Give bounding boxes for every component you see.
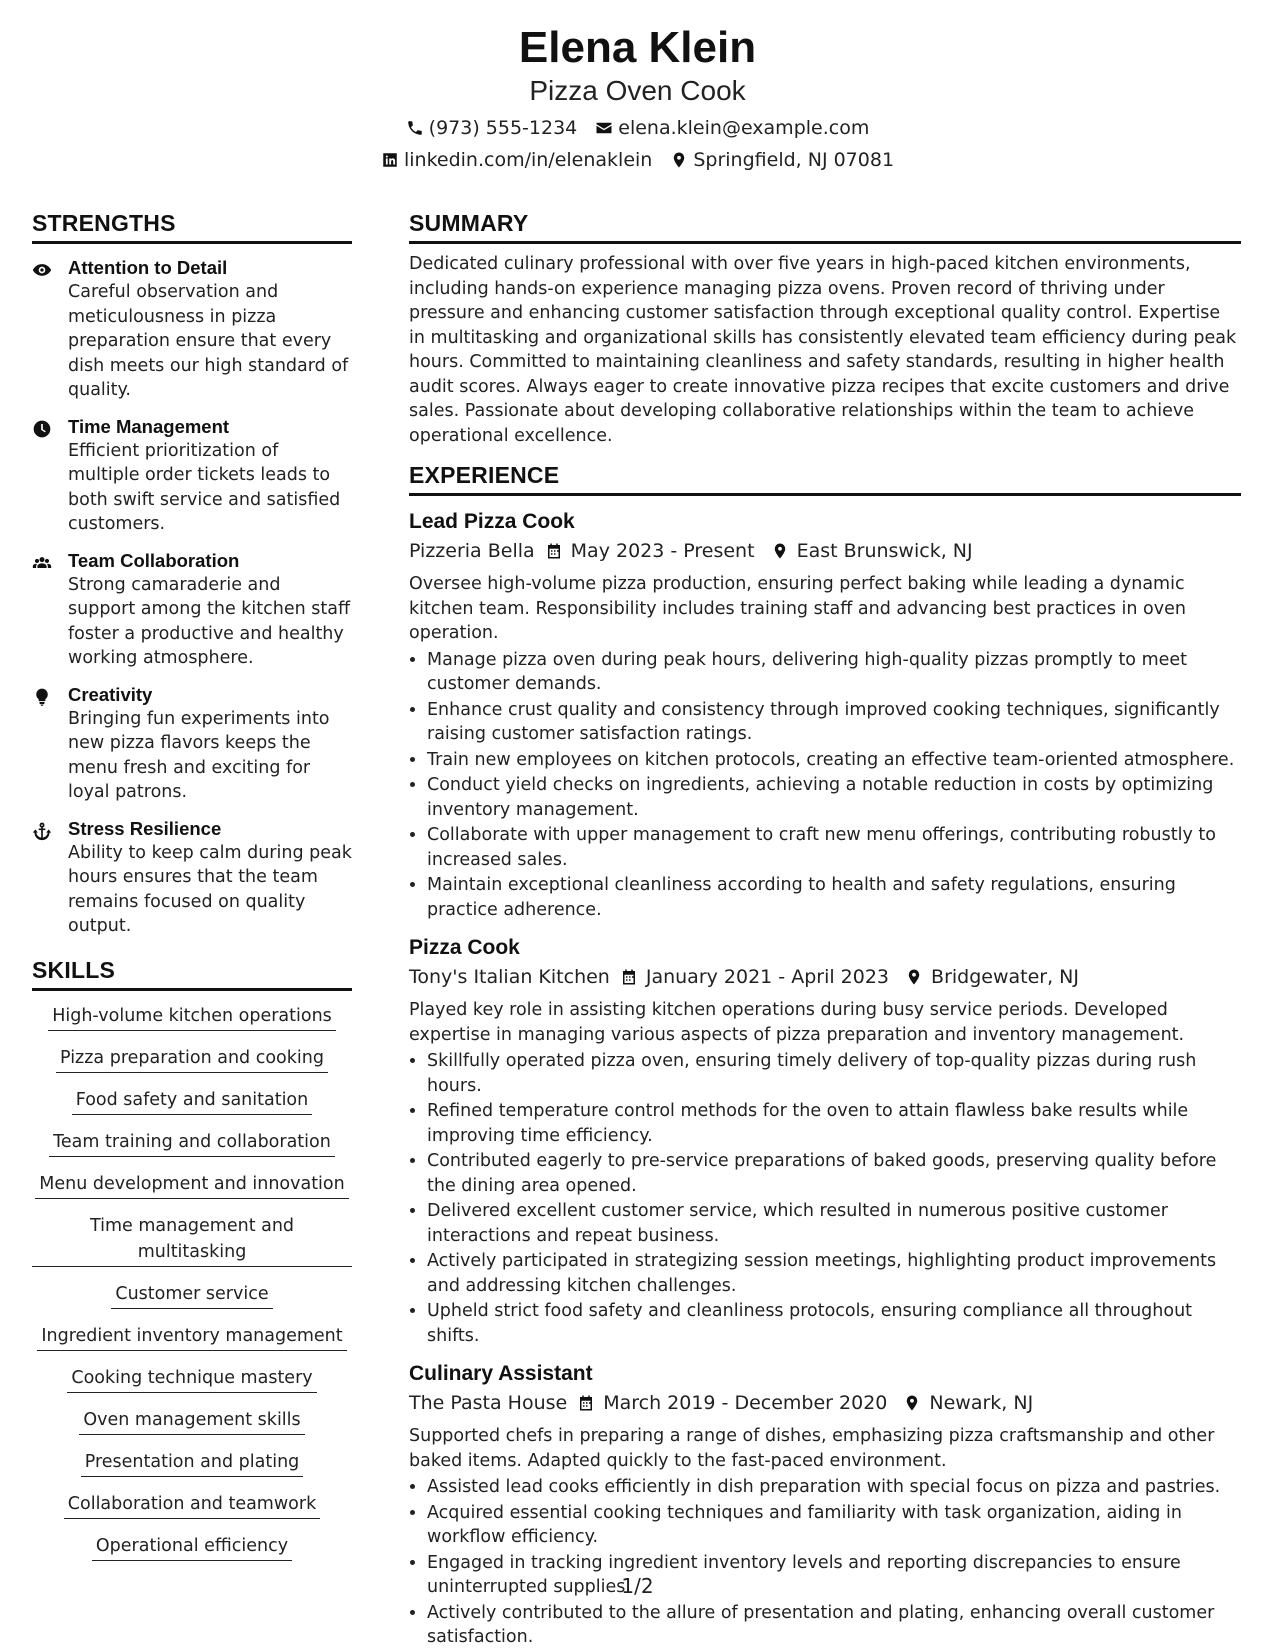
eye-icon — [32, 260, 52, 280]
email-contact[interactable] — [595, 116, 869, 140]
linkedin-icon — [381, 151, 399, 169]
skill-item: Oven management skills — [32, 1407, 352, 1435]
job-meta — [409, 964, 1241, 990]
right-column — [409, 210, 1241, 1651]
job-dates: March 2019 - December 2020 — [603, 1392, 888, 1414]
job-meta — [409, 538, 1241, 564]
map-pin-icon — [670, 151, 688, 169]
strength-name: Stress Resilience — [68, 817, 222, 839]
contact-row-1 — [0, 116, 1275, 140]
users-icon — [32, 553, 52, 573]
strength-item — [32, 415, 352, 537]
strength-item — [32, 683, 352, 805]
phone-contact — [406, 116, 578, 140]
job-company: The Pasta House — [409, 1392, 568, 1414]
experience-section — [409, 462, 1241, 1650]
strengths-heading: STRENGTHS — [32, 210, 352, 244]
job-dates: May 2023 - Present — [570, 540, 755, 562]
clock-icon — [32, 419, 52, 439]
summary-heading: SUMMARY — [409, 210, 1241, 244]
map-pin-icon — [905, 968, 923, 986]
job-location: Bridgewater, NJ — [931, 966, 1079, 988]
job-company: Pizzeria Bella — [409, 540, 535, 562]
job-location: East Brunswick, NJ — [796, 540, 973, 562]
strength-name: Creativity — [68, 683, 153, 705]
bullet-item: • Actively contributed to the allure of presentation and plating, enhancing overall customer satisfaction. — [427, 1601, 1241, 1650]
summary-text: Dedicated culinary professional with over five years in high-paced kitchen environments, including hands-on experience managing pizza ovens. Proven record of thriving under pressure and enhancing customer satisfaction through exceptional quality control. Expertise in multitasking and organizational skills has consistently elevated team efficiency during peak hours. Committed to maintaining cleanliness and safety standards, resulting in higher health audit scores. Always eager to create innovative pizza recipes that excite customers and drive sales. Passionate about developing collaborative relationships within the team to achieve operational excellence. — [409, 254, 1237, 446]
skill-item: Cooking technique mastery — [32, 1365, 352, 1393]
strength-desc: Efficient prioritization of multiple order tickets leads to both swift service and satisfied customers. — [68, 440, 341, 534]
job-title: Culinary Assistant — [409, 1362, 593, 1385]
job-description: Played key role in assisting kitchen operations during busy service periods. Developed expertise in managing various aspects of pizza preparation and inventory management. — [409, 1000, 1185, 1045]
bullet-item: • Engaged in tracking ingredient inventory levels and reporting discrepancies to ensure uninterrupted supplies. — [427, 1551, 1241, 1600]
job-bullets — [409, 648, 1241, 923]
bullet-item: • Actively participated in strategizing session meetings, highlighting product improvements and addressing kitchen challenges. — [427, 1249, 1241, 1298]
phone-text: (973) 555-1234 — [428, 117, 578, 139]
email-text[interactable]: elena.klein@example.com — [618, 117, 870, 139]
job-title: Lead Pizza Cook — [409, 510, 575, 533]
location-text: Springfield, NJ 07081 — [693, 149, 895, 171]
phone-icon — [406, 119, 424, 137]
calendar-icon — [577, 1394, 595, 1412]
skill-item: Menu development and innovation — [32, 1171, 352, 1199]
job-meta — [409, 1390, 1241, 1416]
linkedin-text[interactable]: linkedin.com/in/elenaklein — [403, 149, 653, 171]
linkedin-contact[interactable] — [381, 148, 652, 172]
resume-header — [0, 22, 1275, 172]
strength-desc: Ability to keep calm during peak hours ensures that the team remains focused on quality output. — [68, 842, 352, 936]
job-title: Pizza Cook — [409, 936, 520, 959]
bullet-item: • Contributed eagerly to pre-service preparations of baked goods, preserving quality before the dining area opened. — [427, 1149, 1241, 1198]
candidate-name: Elena Klein — [518, 23, 757, 72]
strength-item — [32, 817, 352, 939]
job-location: Newark, NJ — [929, 1392, 1034, 1414]
bullet-item: • Acquired essential cooking techniques and familiarity with task organization, aiding in workflow efficiency. — [427, 1501, 1241, 1550]
calendar-icon — [620, 968, 638, 986]
skill-item: Operational efficiency — [32, 1533, 352, 1561]
bullet-item: • Assisted lead cooks efficiently in dish preparation with special focus on pizza and pastries. — [427, 1475, 1241, 1500]
skill-item: Food safety and sanitation — [32, 1087, 352, 1115]
calendar-icon — [545, 542, 563, 560]
strength-name: Time Management — [68, 415, 230, 437]
map-pin-icon — [771, 542, 789, 560]
bullet-item: • Conduct yield checks on ingredients, achieving a notable reduction in costs by optimizing inventory management. — [427, 773, 1241, 822]
bullet-item: • Skillfully operated pizza oven, ensuring timely delivery of top-quality pizzas during rush hours. — [427, 1049, 1241, 1098]
job-bullets — [409, 1475, 1241, 1650]
strength-desc: Bringing fun experiments into new pizza flavors keeps the menu fresh and exciting for loyal patrons. — [68, 708, 330, 802]
left-column — [32, 210, 352, 1575]
job-company: Tony's Italian Kitchen — [409, 966, 610, 988]
skill-item: Collaboration and teamwork — [32, 1491, 352, 1519]
skills-section — [32, 957, 352, 1561]
strength-desc: Careful observation and meticulousness in pizza preparation ensure that every dish meets our high standard of quality. — [68, 282, 349, 400]
bullet-item: • Enhance crust quality and consistency through improved cooking techniques, significantly raising customer satisfaction ratings. — [427, 698, 1241, 747]
bullet-item: • Refined temperature control methods for the oven to attain flawless bake results while improving time efficiency. — [427, 1099, 1241, 1148]
bullet-item: • Delivered excellent customer service, which resulted in numerous positive customer interactions and repeat business. — [427, 1199, 1241, 1248]
experience-heading: EXPERIENCE — [409, 462, 1241, 496]
job-bullets — [409, 1049, 1241, 1348]
job-description: Oversee high-volume pizza production, ensuring perfect baking while leading a dynamic kitchen team. Responsibility includes training staff and advancing best practices in oven operation. — [409, 574, 1186, 643]
bullet-item: • Upheld strict food safety and cleanliness protocols, ensuring compliance all throughout shifts. — [427, 1299, 1241, 1348]
skills-heading: SKILLS — [32, 957, 352, 991]
strength-name: Attention to Detail — [68, 257, 228, 278]
strength-item — [32, 549, 352, 671]
bullet-item: • Train new employees on kitchen protocols, creating an effective team-oriented atmosphere. — [427, 748, 1241, 773]
skill-item: Time management and multitasking — [32, 1213, 352, 1267]
skill-item: High-volume kitchen operations — [32, 1003, 352, 1031]
candidate-title: Pizza Oven Cook — [529, 75, 746, 106]
location-contact — [670, 148, 894, 172]
strength-item — [32, 256, 352, 403]
bullet-item: • Collaborate with upper management to craft new menu offerings, contributing robustly to increased sales. — [427, 823, 1241, 872]
skill-item: Ingredient inventory management — [32, 1323, 352, 1351]
bullet-item: • Maintain exceptional cleanliness according to health and safety regulations, ensuring practice adherence. — [427, 873, 1241, 922]
anchor-icon — [32, 821, 52, 841]
job-dates: January 2021 - April 2023 — [645, 966, 890, 988]
job-entry — [409, 508, 1241, 922]
envelope-icon — [595, 119, 613, 137]
skills-list — [32, 1003, 352, 1561]
strength-desc: Strong camaraderie and support among the kitchen staff foster a productive and healthy working atmosphere. — [68, 574, 351, 668]
strength-name: Team Collaboration — [68, 549, 240, 571]
bullet-item: • Manage pizza oven during peak hours, delivering high-quality pizzas promptly to meet customer demands. — [427, 648, 1241, 697]
skill-item: Pizza preparation and cooking — [32, 1045, 352, 1073]
job-description: Supported chefs in preparing a range of dishes, emphasizing pizza craftsmanship and other baked items. Adapted quickly to the fast-paced environment. — [409, 1426, 1215, 1471]
page-number: 1/2 — [621, 1574, 654, 1598]
skill-item: Customer service — [32, 1281, 352, 1309]
skill-item: Presentation and plating — [32, 1449, 352, 1477]
map-pin-icon — [903, 1394, 921, 1412]
contact-row-2 — [0, 148, 1275, 172]
skill-item: Team training and collaboration — [32, 1129, 352, 1157]
job-entry — [409, 1360, 1241, 1650]
lightbulb-icon — [32, 687, 52, 707]
job-entry — [409, 934, 1241, 1348]
